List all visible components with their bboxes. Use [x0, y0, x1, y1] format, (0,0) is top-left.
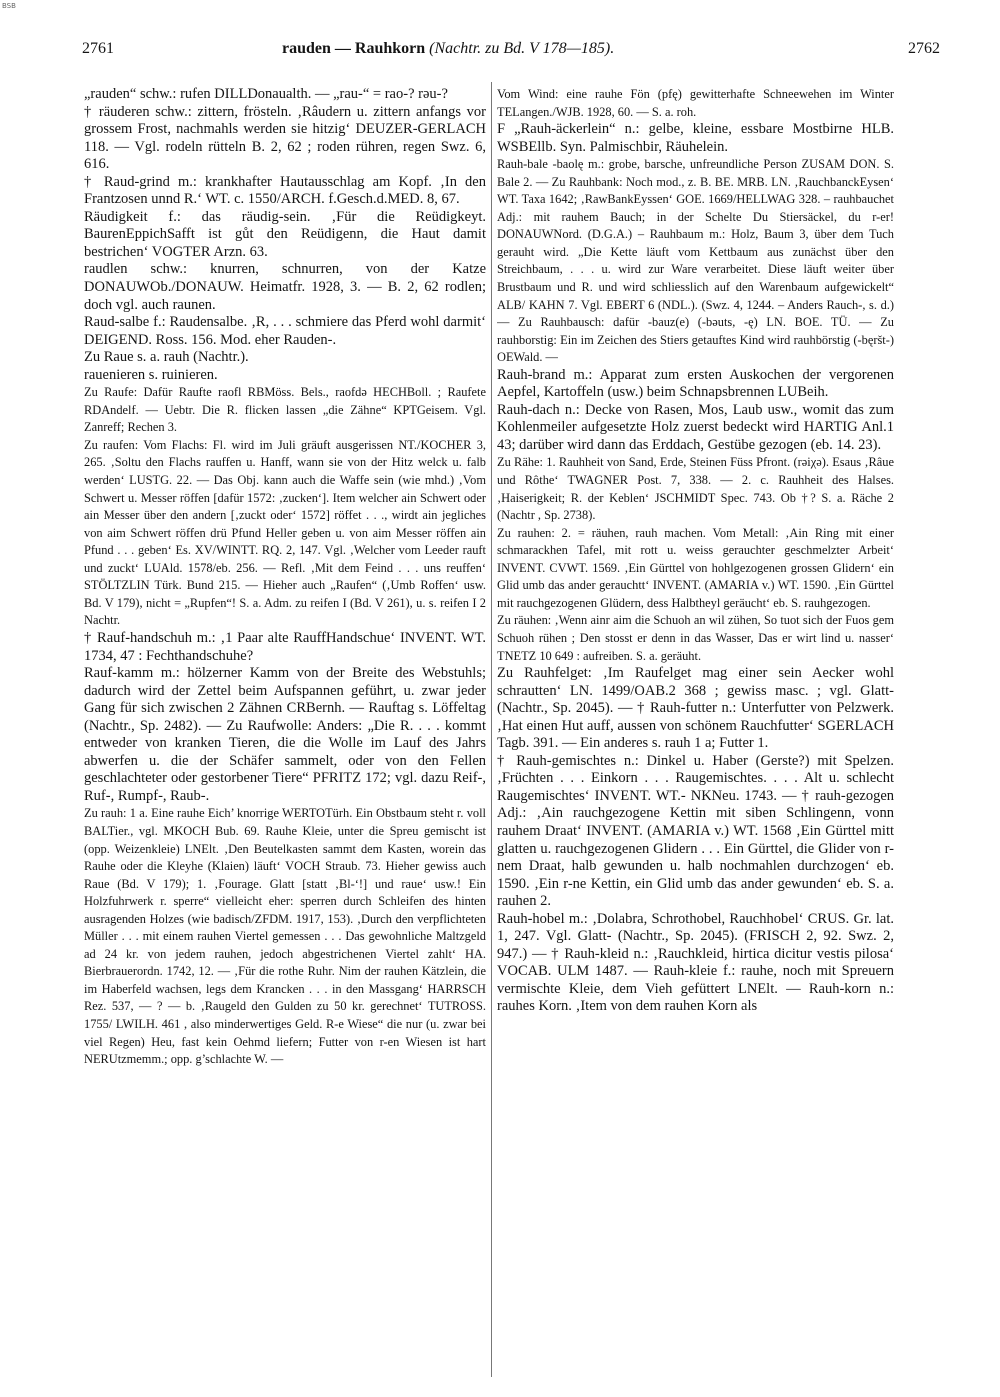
running-head-reference: (Nachtr. zu Bd. V 178—185).	[429, 40, 615, 57]
page-number-right: 2762	[908, 40, 940, 57]
running-head-lemmas: rauden — Rauhkorn	[282, 40, 426, 57]
entry-rauh-bale: Rauh-bale -baolę m.: grobe, barsche, unfreundliche Person ZUSAM DON. S. Bale 2. — Zu Rauhbank: Noch mod., z. B. BE. MRB. LN. ‚RauchbanckEysen‘ WT. Taxa 1642; ‚RawBankEyssen‘ GOE. 1669/HELLWAG 328. – rauhbauchet Adj.: mit rauhem Bauch; in der Schelte Du Stiersäckel, du r-er! DONAUWNord. (D.G.A.) – Rauhbaum m.: Holz, Baum 3, über dem Tuch gerauht wird. „Die Kette läuft vom Kettbaum aus zunächst über den Streichbaum, . . . u. wird zur Ware verarbeitet. Diese läuft weiter über Brustbaum und R. und wird schliesslich auf den Warenbaum aufgewickelt“ ALB/ KAHN 7. Vgl. EBERT 6 (NDL.). (Swz. 4, 1244. – Anders Rauch-, s. d.) — Zu Rauhbausch: dafür -bauz(e) (-bǝuts, -ę) LN. BOE. TÜ. — Zu rauhborstig: Ein im Zeichen des Stiers getauftes Kind wird rauhbörstig (-bęršt-) OEWald. —	[497, 157, 894, 365]
entry-rauh-hobel: Rauh-hobel m.: ‚Dolabra, Schrothobel, Rauchhobel‘ CRUS. Gr. lat. 1, 247. Vgl. Glatt- (Nachtr., Sp. 2045). (FRISCH 2, 92. Swz. 2, 947.) — † Rauh-kleid n.: ‚Rauchkleid, hirtica dicitur vestis pilosa‘ VOCAB. ULM 1487. — Rauh-kleie f.: rauhe, noch mit Spreuern vermischte Kleie, dem Vieh gefüttert LNElt. — Rauh-korn n.: rauhes Korn. ‚Item von dem rauhen Korn als	[497, 910, 894, 1015]
entry-raud-grind: † Raud-grind m.: krankhafter Hautausschlag am Kopf. ‚In den Frantzosen unnd R.‘ WT. c. 1550/ARCH. f.Gesch.d.MED. 8, 67.	[84, 173, 486, 208]
entry-raue: Zu Raue s. a. rauh (Nachtr.).	[84, 349, 249, 366]
entry-raeuhen: Zu räuhen: ‚Wenn ainr aim die Schuoh an wil zühen, So tuot sich der Fuos gem Schuoh rühen ; Den stosst er denn in das Wasser, Das er wirt lind u. nasser‘ TNETZ 10 649 : aufreiben. S. a. geräuht.	[497, 613, 894, 663]
entry-rauh-brand: Rauh-brand m.: Apparat zum ersten Auskochen der vergorenen Aepfel, Kartoffeln (usw.) beim Schnapsbrennen LUBeih.	[497, 366, 894, 401]
entry-rauhfelget: Zu Rauhfelget: ‚Im Raufelget mag einer sein Aecker wohl schrautten‘ LN. 1499/OAB.2 368 ; gewiss masc. ; vgl. Glatt- (Nachtr., Sp. 2045). — † Rauh-futter n.: Unterfutter von Pelzwerk. ‚Hat einen Hut auff, aussen von schönem Rauchfutter‘ SGERLACH Tagb. 391. — Ein anderes s. rauh 1 a; Futter 1.	[497, 665, 894, 752]
entry-rauf-kamm: Rauf-kamm m.: hölzerner Kamm von der Breite des Webstuhls; dadurch wird der Zettel beim Aufspannen geführt, u. zwar jeder Gang für sich zwischen 2 Zähnen CRBernh. — Rauftag s. Löffeltag (Nachtr., Sp. 2482). — Zu Raufwolle: Anders: „Die R. . . . kommt entweder von kranken Tieren, die die Wolle im Lauf des Jahrs abwerfen u. die der Schäfer sammelt, oder von den Fellen geschlachteter oder gestorbener Tiere“ PFRITZ 172; vgl. dazu Reif-, Ruf-, Rumpf-, Raub-.	[84, 665, 486, 804]
entry-raufe: Zu Raufe: Dafür Raufte raofl RBMöss. Bels., raofdə HECHBoll. ; Raufete RDAndelf. — Uebtr. Die R. flicken lassen „die Zähne“ KPTGeisem. Vgl. Zanreff; Rechen 3.	[84, 385, 486, 435]
entry-raeudigkeit: Räudigkeit f.: das räudig-sein. ‚Für die Reüdigkeyt. BaurenEppichSafft ist gůt den Reüdigenn, die Haut damit bestrichen‘ VOGTER Arzn. 63.	[84, 208, 486, 260]
entry-raudlen: raudlen schw.: knurren, schnurren, von der Katze DONAUWOb./DONAUW. Heimatfr. 1928, 3. — B. 2, 62 rodlen; doch vgl. auch raunen.	[84, 261, 486, 313]
entry-rauh-gemischtes: † Rauh-gemischtes n.: Dinkel u. Haber (Gerste?) mit Spelzen. ‚Früchten . . . Einkorn . . . Raugemischtes. . . . Alt u. schlecht Raugemischtes‘ INVENT. WT.- NKNeu. 1743. — † rauh-gezogen Adj.: ‚Ain rauchgezogene Kettin mit siben Schlingenn, vonn rauhem Draat‘ INVENT. (AMARIA v.) WT. 1568 ‚Ein Gürttel mitt glatten u. rauchgezogenen Glidern . . . Ein Gürttel, die Glider von r-nem Draat, halb gewunden u. halb nochmahlen durchzogen‘ eb. 1590. ‚Ein r-ne Kettin, ein Glid umb das ander gewunden‘ eb. S. a. rauhen 2.	[497, 752, 894, 910]
entry-raehe: Zu Rähe: 1. Rauhheit von Sand, Erde, Steinen Füss Pfront. (rəiχə). Esaus ‚Râue und Rôthe‘ TWAGNER Post. 7, 338. — 2. c. Rauhheit des Halses. ‚Haiserigkeit; R. der Keblen‘ JSCHMIDT Spec. 743. Ob †? S. a. Räche 2 (Nachtr , Sp. 2738).	[497, 455, 894, 523]
entry-rauf-handschuh: † Rauf-handschuh m.: ‚1 Paar alte RauffHandschue‘ INVENT. WT. 1734, 47 : Fechthandschuhe?	[84, 629, 486, 664]
column-divider	[491, 82, 492, 1377]
entry-rauh-aeckerlein: F „Rauh-äckerlein“ n.: gelbe, kleine, essbare Mostbirne HLB. WSBEllb. Syn. Palmischbir, Räuhelein.	[497, 121, 894, 155]
page-number-left: 2761	[82, 40, 114, 57]
entry-rauh: Zu rauh: 1 a. Eine rauhe Eich’ knorrige WERTOTürh. Ein Obstbaum steht r. voll BALTier., vgl. MKOCH Bub. 69. Rauhe Kleie, unter die Spreu gemischt ist (opp. Weizenkleie) LNElt. ‚Den Beutelkasten sammt dem Kasten, worein das Rauhe oder die Kleyhe (Klaien) läuft‘ VOCH Straub. 73. Hieher gewiss auch Raue (Bd. V 179); 1. ‚Fourage. Glatt [statt ‚Bl-‘!] und raue‘ usw.! Ein Holzfuhrwerk r. sperre“ vielleicht eher: sperren durch Schleifen des hinten ausragenden Holzes (wie badisch/ZFDM. 1917, 153). ‚Durch den verpflichteten Müller . . . mit einem rauhen Viertel gemessen . . . Das gewohnliche Maltzgeld ad 24 kr. von jedem rauhen, jedoch abgestrichenen Viertel zahlt‘ HA. Bierbrauerordn. 1742, 12. — ‚Für die rothe Ruhr. Nim der rauhen Kätzlein, die im Haberfeld wachsen, legs dem Krancken . . . in den Massgang‘ HARRSCH Rez. 537, — ? — b. ‚Raugeld den Gulden zu 50 kr. gerechnet‘ TUTROSS. 1755/ LWILH. 461 , also minderwertiges Geld. R-e Wiese“ die nur (u. zwar bei viel Regen) Heu, fast kein Oehmd liefern; Futter von r-en Wiesen ist hart NERUtzmemm.; opp. g’schlachte W. —	[84, 806, 486, 1067]
entry-rauden: „rauden“ schw.: rufen DILLDonaualth. — „rau-“ = rao-? rəu-?	[84, 86, 448, 102]
page-header	[82, 40, 940, 62]
library-watermark: BSB	[2, 2, 16, 10]
left-column	[84, 86, 486, 1386]
entry-raud-salbe: Raud-salbe f.: Raudensalbe. ‚R, . . . schmiere das Pferd wohl darmit‘ DEIGEND. Ross. 156. Mod. eher Rauden-.	[84, 314, 486, 348]
entry-rauh-continued: Vom Wind: eine rauhe Fön (pfę) gewitterhafte Schneewehen im Winter TELangen./WJB. 1928, 60. — S. a. roh.	[497, 87, 894, 119]
entry-rauh-dach: Rauh-dach n.: Decke von Rasen, Mos, Laub usw., womit das zum Kohlenmeiler aufgesetzte Holz zuerst bedeckt wird HARTIG Anl.1 43; darüber wird dann das Erddach, Gestübe gezogen (eb. 14. 23).	[497, 401, 894, 453]
right-column	[497, 86, 894, 1386]
entry-rauhen: Zu rauhen: 2. = räuhen, rauh machen. Vom Metall: ‚Ain Ring mit einer schmarackhen Tafel, mit rott u. weiss gerauchter geschmelzter Arbeit‘ INVENT. CVWT. 1569. ‚Ein Gürttel von hohlgezogenen grossen Glidern‘ ein Glid umb das ander gerauchtt‘ INVENT. (AMARIA v.) WT. 1590. ‚Ein Gürttel mit rauchgezogenen Glüdern, dess Halbtheyl geräucht‘ eb. S. rauhgezogen.	[497, 525, 894, 610]
entry-raeuderen: † räuderen schw.: zittern, frösteln. ‚Râudern u. zittern anfangs vor grossem Frost, nachmahls werden sie hitzig‘ DEUZER-GERLACH 118. — Vgl. rodeln rütteln B. 2, 62 ; roden rühren, regen Swz. 6, 616.	[84, 103, 486, 173]
running-head	[282, 40, 614, 58]
entry-rauenieren: rauenieren s. ruinieren.	[84, 366, 218, 383]
entry-raufen: Zu raufen: Vom Flachs: Fl. wird im Juli gräuft ausgerissen NT./KOCHER 3, 265. ‚Soltu den Flachs rauffen u. Hanff, wann sie von der Hitz welck u. falb werden‘ LUSTG. 22. — Das Obj. kann auch die Waffe sein (wie mhd.) ‚Vom Schwert u. Messer röffen [dafür 1572: ‚zucken‘]. Item welcher ain Schwert oder ain Messer über den andern [‚zuckt oder‘ 1572] röffet . . ., wirdt ain jegliches von aim Schwert röffen drü Pfund Heller geben u. von aim Messer röffen ain Pfund . . . geben‘ Es. XV/WINTT. RQ. 2, 147. Vgl. ‚Welcher vom Leeder rauft und zuckt‘ LUAld. 1578/eb. 256. — Refl. ‚Mit dem Feind . . . uns reuffen‘ STÖLTZLIN Türk. Bund 215. — Hieher auch „Raufen“ (‚Umb Roffen‘ usw. Bd. V 179), nicht = „Rupfen“! S. a. Adm. zu reifen I (Bd. V 261), u. s. reifen I 2 Nachtr.	[84, 437, 486, 628]
